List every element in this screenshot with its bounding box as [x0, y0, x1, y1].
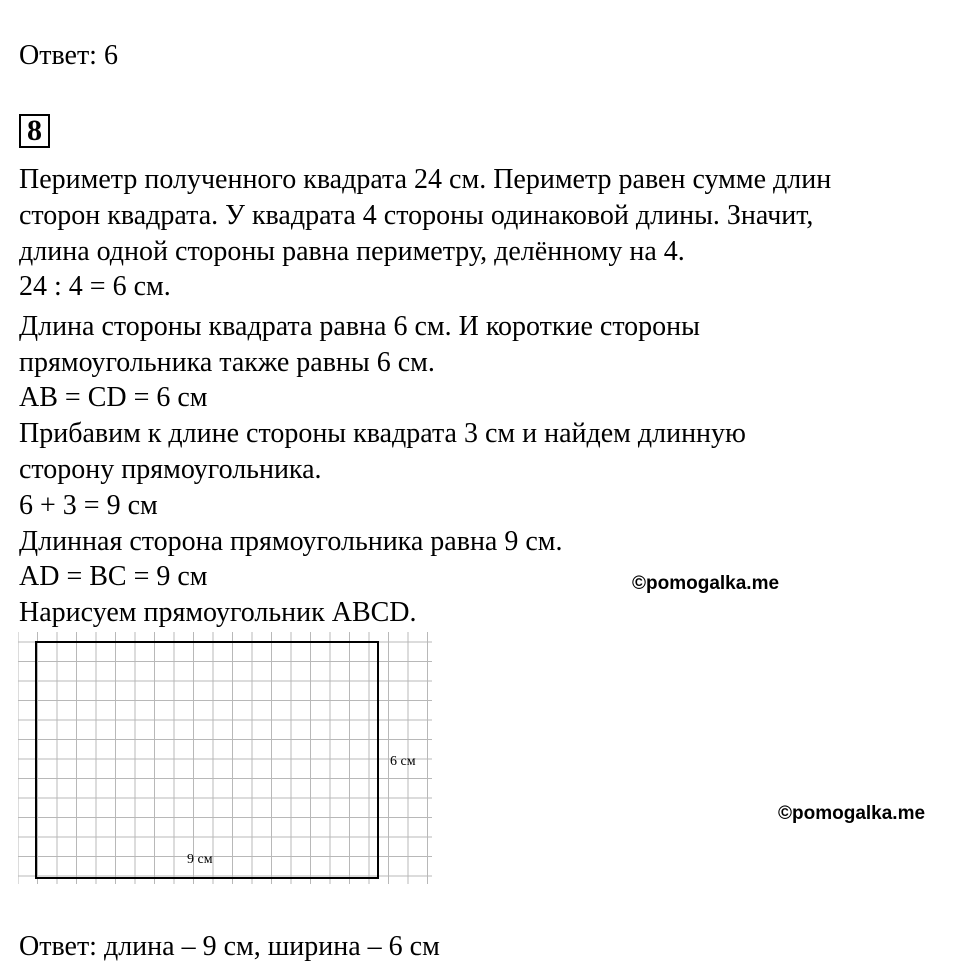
task-number-box: 8	[19, 114, 50, 148]
watermark-top: ©pomogalka.me	[632, 573, 780, 594]
text-line-3: длина одной стороны равна периметру, делённому на 4.	[19, 236, 685, 267]
text-line-8: Прибавим к длине стороны квадрата 3 см и найдем длинную	[19, 418, 746, 449]
text-line-2: сторон квадрата. У квадрата 4 стороны одинаковой длины. Значит,	[19, 200, 814, 231]
text-line-7: AB = CD = 6 см	[19, 382, 208, 413]
graph-paper-figure	[18, 632, 438, 892]
text-line-1: Периметр полученного квадрата 24 см. Периметр равен сумме длин	[19, 164, 832, 195]
text-line-9: сторону прямоугольника.	[19, 454, 322, 485]
final-answer: Ответ: длина – 9 см, ширина – 6 см	[19, 931, 440, 962]
text-line-4: 24 : 4 = 6 см.	[19, 271, 171, 302]
text-line-10: 6 + 3 = 9 см	[19, 490, 158, 521]
bottom-label: 9 см	[187, 852, 213, 867]
watermark-bottom: ©pomogalka.me	[778, 803, 926, 824]
previous-answer: Ответ: 6	[19, 40, 118, 71]
text-line-13: Нарисуем прямоугольник ABCD.	[19, 597, 417, 628]
grid-lines	[18, 632, 432, 884]
side-label: 6 см	[390, 754, 416, 769]
text-line-12: AD = BC = 9 см	[19, 561, 208, 592]
rectangle-abcd	[36, 642, 378, 878]
text-line-6: прямоугольника также равны 6 см.	[19, 347, 435, 378]
text-line-5: Длина стороны квадрата равна 6 см. И короткие стороны	[19, 311, 700, 342]
text-line-11: Длинная сторона прямоугольника равна 9 см.	[19, 526, 563, 557]
